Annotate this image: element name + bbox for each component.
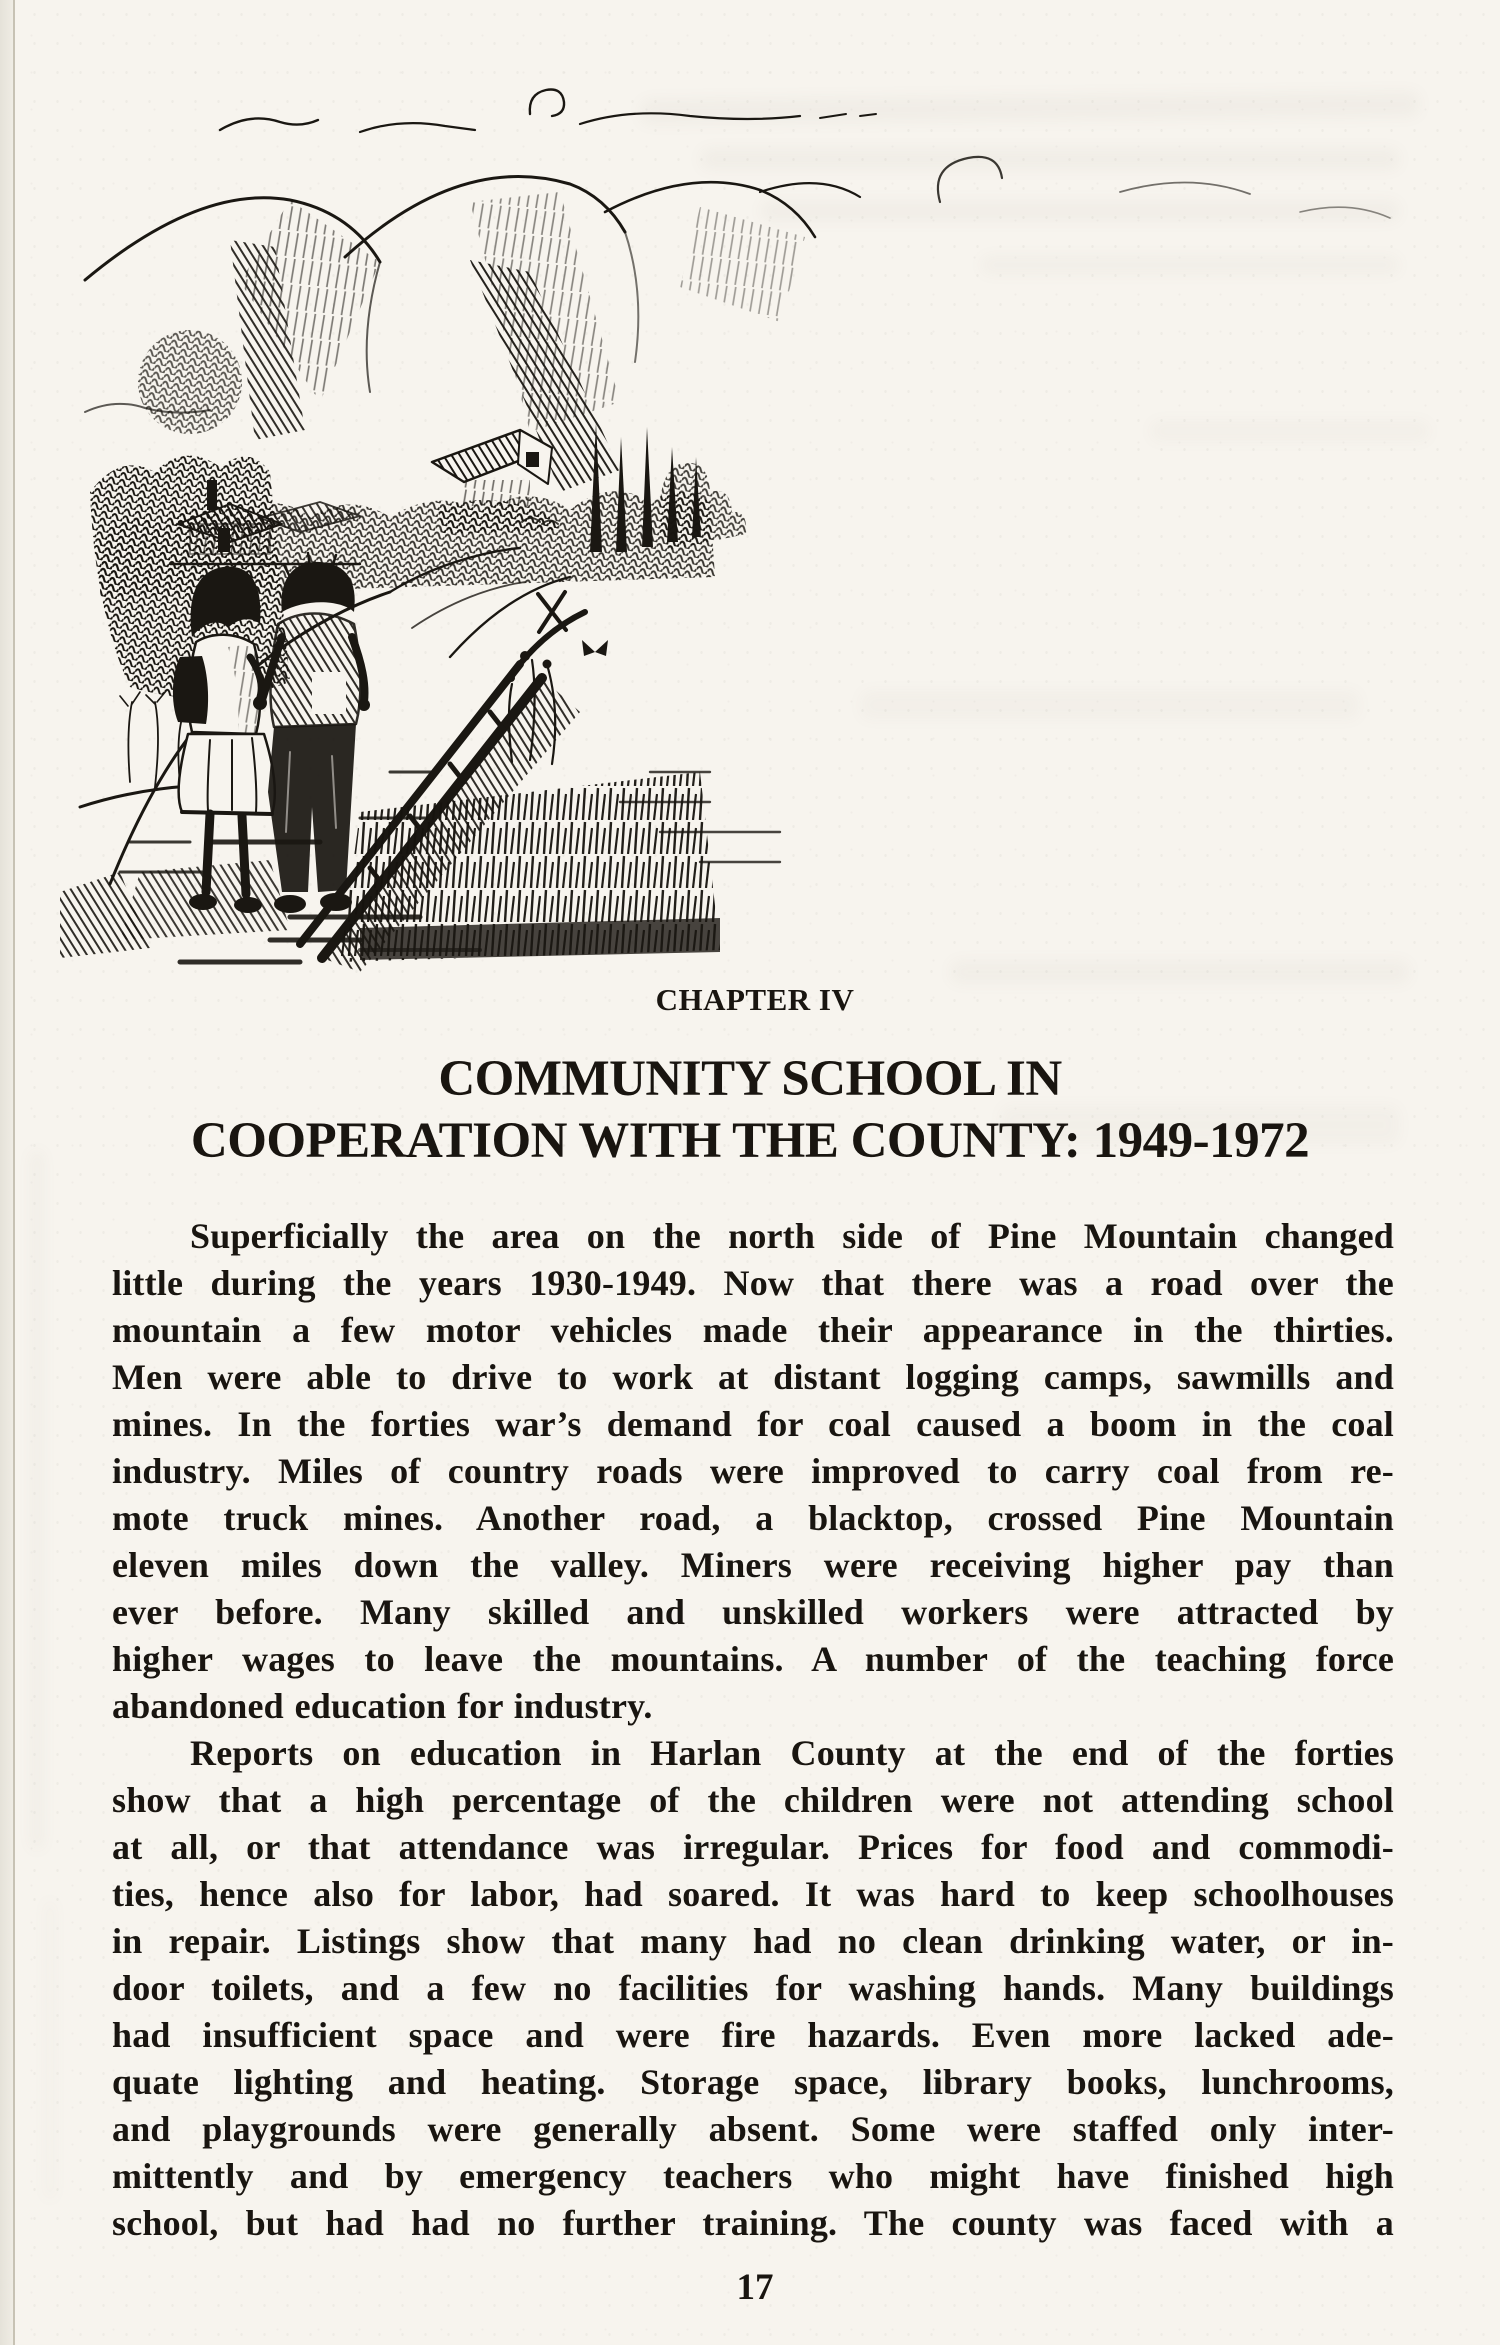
text-line: Superficially the area on the north side of Pine Mountain changed [190,1216,1394,1256]
body-text [112,1213,1394,2247]
text-line: abandoned education for industry. [112,1686,653,1726]
text-line: quate lighting and heating. Storage space, library books, lunchrooms, [112,2062,1394,2102]
text-line: Reports on education in Harlan County at the end of the forties [190,1733,1394,1773]
text-line: mountain a few motor vehicles made their appearance in the thirties. [112,1310,1394,1350]
children-walking-illustration [60,72,1460,972]
text-line: in repair. Listings show that many had no clean drinking water, or in- [112,1921,1394,1961]
text-line: show that a high percentage of the children were not attending school [112,1780,1394,1820]
text-line: little during the years 1930-1949. Now that there was a road over the [112,1263,1394,1303]
text-line: mote truck mines. Another road, a blacktop, crossed Pine Mountain [112,1498,1394,1538]
distant-house [432,430,558,534]
text-line: ties, hence also for labor, had soared. It was hard to keep schoolhouses [112,1874,1394,1914]
chapter-label: CHAPTER IV [655,982,855,1017]
text-line: and playgrounds were generally absent. Some were staffed only inter- [112,2109,1394,2149]
page-number: 17 [736,2267,774,2308]
valley-trees-and-houses [90,330,746,698]
text-line: eleven miles down the valley. Miners were receiving higher pay than [112,1545,1394,1585]
chapter-title-line1: COMMUNITY SCHOOL IN [438,1051,1062,1107]
text-line: mittently and by emergency teachers who might have finished high [112,2156,1394,2196]
text-line: at all, or that attendance was irregular. Prices for food and commodi- [112,1827,1394,1867]
text-line: industry. Miles of country roads were improved to carry coal from re- [112,1451,1394,1491]
text-line: door toilets, and a few no facilities for washing hands. Many buildings [112,1968,1394,2008]
chapter-title [100,1048,1400,1172]
page-left-edge [0,0,15,2345]
text-line: mines. In the forties war’s demand for coal caused a boom in the coal [112,1404,1394,1444]
text-line: had insufficient space and were fire hazards. Even more lacked ade- [112,2015,1394,2055]
text-line: ever before. Many skilled and unskilled workers were attracted by [112,1592,1394,1632]
chapter-title-line2: COOPERATION WITH THE COUNTY: 1949-1972 [190,1113,1310,1169]
butterfly [582,640,608,656]
text-line: higher wages to leave the mountains. A number of the teaching force [112,1639,1394,1679]
text-line: school, but had had no further training. The county was faced with a [112,2203,1394,2243]
text-line: Men were able to drive to work at distant logging camps, sawmills and [112,1357,1394,1397]
